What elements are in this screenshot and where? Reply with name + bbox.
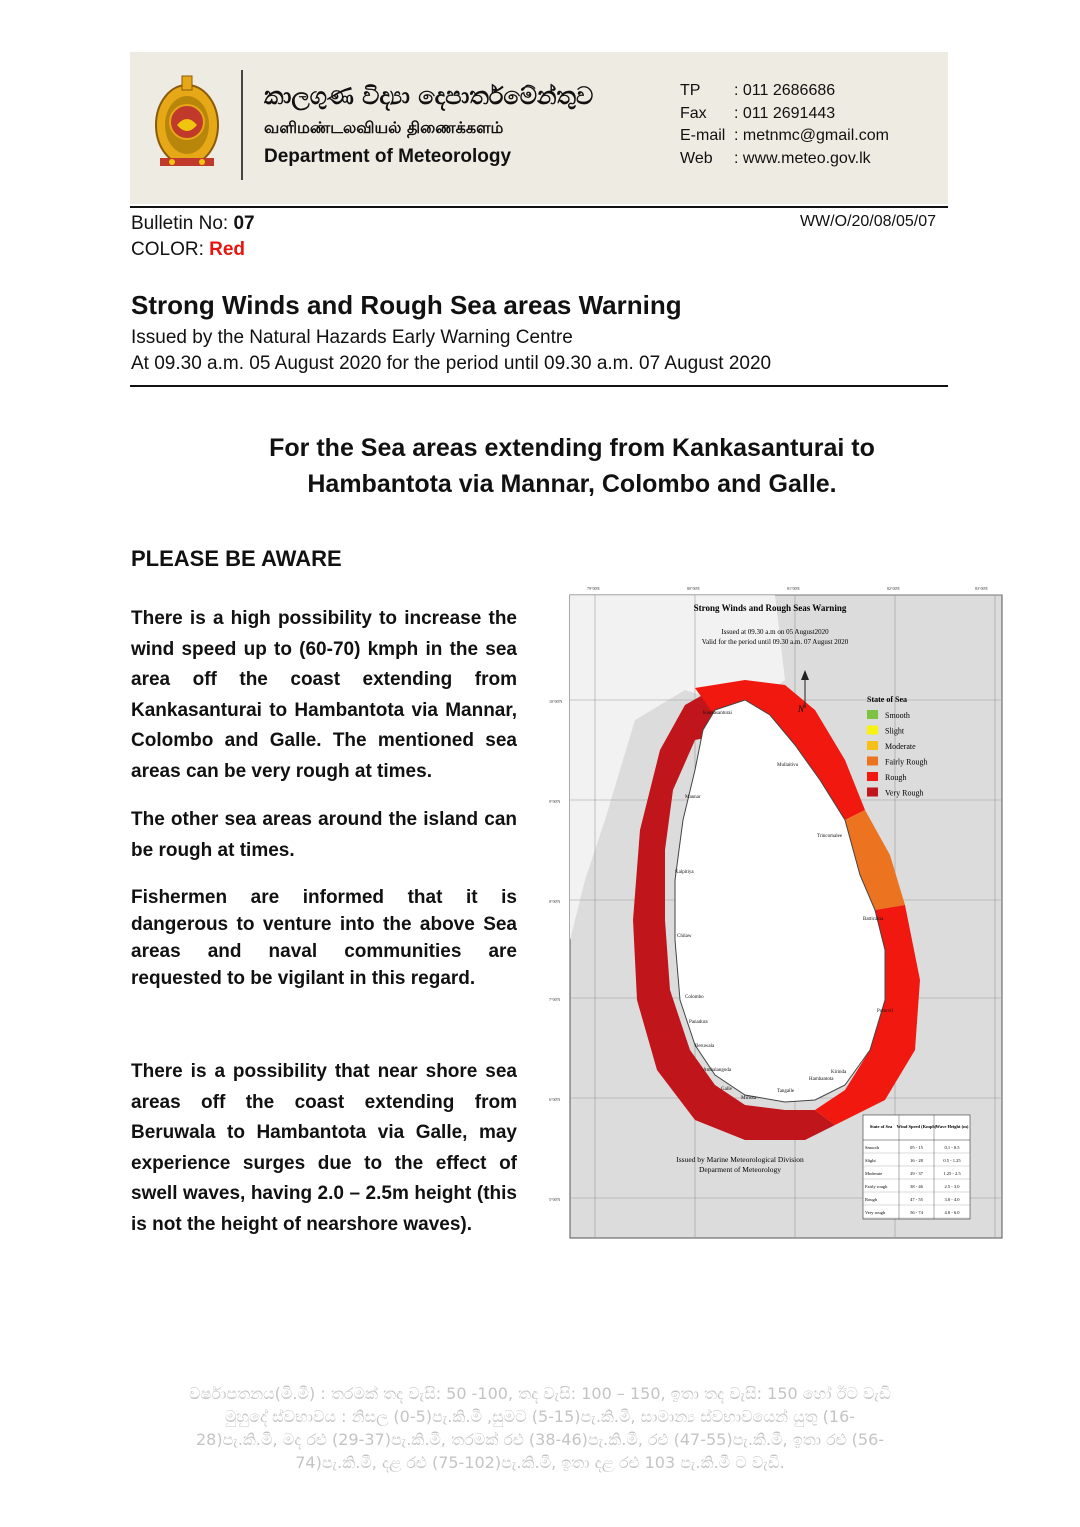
table-cell: 4.0 - 6.0 [944,1210,960,1215]
longitude-label: 81°00'E [787,586,800,591]
place-label: Kankasanturai [703,711,732,716]
map-valid: Valid for the period until 09.30 a.m. 07 August 2020 [701,638,849,646]
table-header: Wave Height (m) [935,1124,969,1129]
place-label: Ambalangoda [703,1068,732,1073]
longitude-label: 79°00'E [587,586,600,591]
longitude-label: 83°00'E [975,586,988,591]
department-name-sinhala: කාලගුණ විද්‍යා දෙපාර්තමේන්තුව [264,82,594,110]
bulletin-number-label: Bulletin No: [131,213,234,234]
header-divider [241,70,243,180]
place-label: Panadura [689,1020,708,1025]
table-header: State of Sea [869,1124,893,1129]
footer-line: 74)පැ.කි.මී, දළ රළු (75-102)පැ.කි.මී, ඉතා දළ රළු 103 පැ.කි.මී ට වැඩි. [295,1453,785,1472]
table-cell: 38 - 46 [910,1184,923,1189]
warning-subtitle [131,325,771,377]
latitude-label: 10°00'N [549,699,563,704]
contact-value: : 011 2691443 [734,104,836,122]
contact-row-web [680,148,889,171]
table-cell: Very rough [865,1210,886,1215]
latitude-label: 8°00'N [549,899,561,904]
table-cell: Slight [865,1158,876,1163]
place-label: Kirinda [831,1070,847,1075]
place-label: Batticaloa [863,917,884,922]
bulletin-color-line [131,237,255,263]
warning-paragraph: The other sea areas around the island can be rough at times. [131,809,517,861]
latitude-label: 7°00'N [549,997,561,1002]
place-label: Mirissa [741,1096,756,1101]
title-rule [130,385,948,387]
footer-line: 28)පැ.කි.මී, මද රළු (29-37)පැ.කි.මී, තරමක් රළු (38-46)පැ.කි.මී, රළු (47-55)පැ.කි.මී, ඉතා රළු (56- [195,1430,885,1449]
legend-swatch [867,726,878,735]
latitude-label: 6°00'N [549,1097,561,1102]
contact-value: : 011 2686686 [734,82,836,99]
legend-swatch [867,710,878,719]
place-label: Mullaitivu [777,763,799,768]
contact-label: TP [680,82,701,99]
table-cell: 29 - 37 [910,1171,923,1176]
place-label: Mannar [685,795,701,800]
place-label: Galle [721,1087,732,1092]
legend-label: Fairly Rough [885,757,928,767]
header-rule [130,206,948,208]
warning-paragraph: There is a high possibility to increase the wind speed up to (60-70) kmph in the sea area off the coast extending from Kankasanturai to Hambantota via Mannar, Colombo and Galle. The mentioned sea areas can be very rough at times. [131,608,517,782]
warning-paragraph: Fishermen are informed that it is dangerous to venture into the above Sea areas and naval communities are requested to be vigilant in this regard. [131,887,517,989]
footer-line: වර්ෂාපතනය(මි.මී) : තරමක් තද වැසි: 50 -100, තද වැසි: 100 – 150, ඉතා තද වැසි: 150 හෝ ඊට වැඩි [189,1384,891,1403]
legend-label: Slight [885,726,905,736]
footer-line: මුහුදේ ස්වභාවය : නිසල (0-5)පැ.කි.මී ,සුමට (5-15)පැ.කි.මී, සාමාන්‍ය ස්වභාවයෙන් යුතු (16- [224,1407,856,1426]
place-label: Chilaw [677,934,692,939]
contact-label: Web [680,149,713,167]
latitude-label: 5°00'N [549,1197,561,1202]
map-issuer-dept: Deparment of Meteorology [698,1165,782,1174]
legend-swatch [867,788,878,797]
latitude-label: 9°00'N [549,799,561,804]
north-label: N [798,704,805,714]
place-label: Hambantota [809,1077,834,1082]
bulletin-number-line [131,211,255,237]
areas-heading [180,430,964,502]
table-cell: 47 - 55 [910,1197,923,1202]
contact-block [680,80,889,170]
legend-swatch [867,741,878,750]
table-cell: Moderate [865,1171,883,1176]
table-cell: 0.5 - 1.25 [943,1158,961,1163]
table-frame [863,1115,970,1219]
department-name-english: Department of Meteorology [264,146,512,167]
place-label: Colombo [685,995,704,1000]
aware-heading: PLEASE BE AWARE [131,546,342,571]
place-label: Beruwala [695,1044,715,1049]
table-cell: 3.0 - 4.0 [944,1197,960,1202]
map-issued: Issued at 09.30 a.m on 05 August2020 [721,628,829,636]
table-cell: 05 - 15 [910,1145,923,1150]
department-name-tamil: வளிமண்டலவியல் திணைக்களம் [264,118,504,137]
legend-swatch [867,772,878,781]
bulletin-info [131,211,255,263]
map-issuer: Issued by Marine Meteorological Division [676,1155,804,1164]
table-cell: 1.25 - 2.5 [943,1171,961,1176]
table-cell: 0.1 - 0.5 [944,1145,960,1150]
table-header: Wind Speed (Kmph) [896,1124,937,1129]
contact-row-email [680,125,889,148]
bulletin-color-label: COLOR: [131,239,210,260]
bulletin-color: Red [209,239,246,260]
table-cell: Rough [865,1197,878,1202]
place-label: Tangalle [777,1089,795,1094]
table-cell: Smooth [865,1145,880,1150]
areas-line: Hambantota via Mannar, Colombo and Galle. [307,470,837,498]
warning-paragraph: There is a possibility that near shore sea areas off the coast extending from Beruwala to Hambantota via Galle, may experience surges due to the effect of swell waves, having 2.0 – 2.5m height (this is not the height of nearshore waves). [131,1061,517,1235]
issued-by: Issued by the Natural Hazards Early Warning Centre [131,327,573,348]
table-cell: 16 - 28 [910,1158,923,1163]
table-cell: 56 - 74 [910,1210,923,1215]
validity-period: At 09.30 a.m. 05 August 2020 for the period until 09.30 a.m. 07 August 2020 [131,353,772,374]
bulletin-reference: WW/O/20/08/05/07 [799,213,936,230]
contact-row-tp [680,80,889,103]
place-label: Pottuvil [877,1009,893,1014]
place-label: Kalpitiya [675,870,694,875]
longitude-label: 82°00'E [887,586,900,591]
warning-title: Strong Winds and Rough Sea areas Warning [131,290,682,320]
contact-value[interactable]: : metnmc@gmail.com [734,127,889,144]
sea-state-map [545,580,1005,1250]
legend-label: Very Rough [885,788,924,798]
contact-label: Fax [680,104,707,122]
bulletin-number: 07 [233,213,255,234]
legend-label: Smooth [885,711,910,720]
table-cell: 2.5 - 3.0 [944,1184,960,1189]
sea-state-table [863,1115,970,1219]
table-cell: Fairly rough [865,1184,888,1189]
sri-lanka-emblem-icon [152,70,222,172]
contact-label: E-mail [680,127,726,144]
areas-line: For the Sea areas extending from Kankasanturai to [269,434,875,462]
place-label: Trincomalee [817,834,843,839]
legend-title: State of Sea [867,695,907,704]
contact-value[interactable]: : www.meteo.gov.lk [734,149,871,167]
legend-label: Rough [885,773,907,782]
letterhead [130,52,948,204]
map-title: Strong Winds and Rough Seas Warning [693,603,847,613]
sinhala-footer-note [140,1382,940,1474]
legend-label: Moderate [885,742,916,751]
longitude-label: 80°00'E [687,586,700,591]
legend-swatch [867,757,878,766]
contact-row-fax [680,103,889,126]
